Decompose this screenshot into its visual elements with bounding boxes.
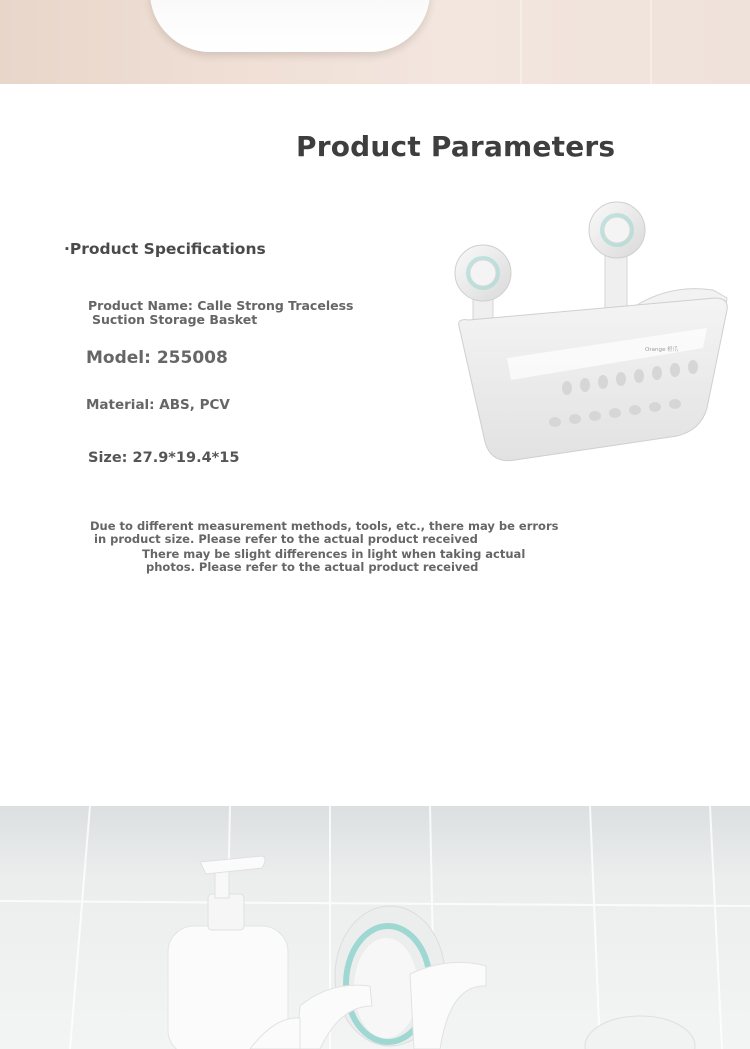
specifications-title: ·Product Specifications — [64, 240, 266, 258]
brand-mark: Orange 橙爪 — [645, 347, 679, 353]
pump-bottle-image — [168, 856, 288, 1049]
tile-line — [520, 0, 522, 84]
suction-cup-left — [455, 245, 511, 301]
product-material: Material: ABS, PCV — [86, 397, 230, 413]
measurement-note — [90, 520, 558, 545]
product-name-line1: Product Name: Calle Strong Traceless — [88, 298, 354, 313]
top-banner-photo — [0, 0, 750, 84]
bottom-banner-photo — [0, 806, 750, 1049]
light-note — [142, 548, 525, 573]
measurement-note-line2: in product size. Please refer to the actual product received — [94, 531, 478, 546]
light-note-line1: There may be slight differences in light when taking actual — [142, 547, 526, 561]
product-name — [88, 299, 353, 327]
soap-dish-image — [150, 0, 430, 52]
light-note-line2: photos. Please refer to the actual product received — [146, 559, 479, 574]
product-model: Model: 255008 — [86, 348, 228, 368]
product-size: Size: 27.9*19.4*15 — [88, 450, 240, 466]
suction-cup-right — [589, 202, 645, 258]
storage-basket-image — [445, 198, 735, 473]
product-name-line2: Suction Storage Basket — [92, 312, 258, 327]
measurement-note-line1: Due to different measurement methods, tools, etc., there may be errors — [90, 519, 559, 533]
page-heading: Product Parameters — [296, 130, 616, 163]
tile-line — [650, 0, 652, 84]
